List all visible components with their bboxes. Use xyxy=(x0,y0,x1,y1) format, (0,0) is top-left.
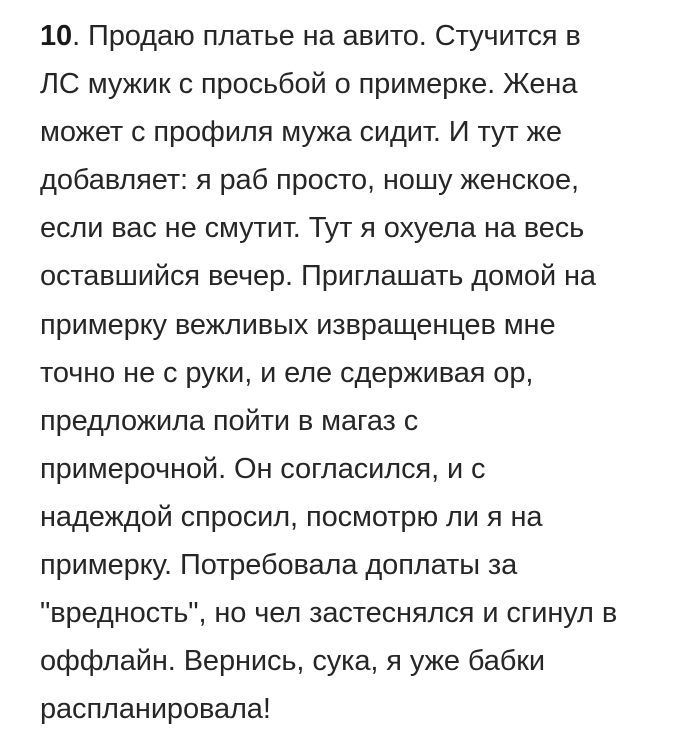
story-line: примерку. Потребовала доплаты за xyxy=(40,549,518,582)
story-line: оставшийся вечер. Приглашать домой на xyxy=(40,260,596,293)
story-line: распланировала! xyxy=(40,693,271,726)
story-line: примерочной. Он согласился, и с xyxy=(40,452,486,485)
story-line: "вредность", но чел застеснялся и сгинул в xyxy=(40,597,618,630)
story-line: оффлайн. Вернись, сука, я уже бабки xyxy=(40,645,545,678)
story-line: если вас не смутит. Тут я охуела на весь xyxy=(40,212,585,245)
story-line: предложила пойти в магаз с xyxy=(40,404,419,437)
story-line: может с профиля мужа сидит. И тут же xyxy=(40,116,562,149)
story-text xyxy=(40,12,680,733)
story-line-text: . Продаю платье на авито. Стучится в xyxy=(72,20,581,52)
story-line: добавляет: я раб просто, ношу женское, xyxy=(40,164,579,197)
story-line: ЛС мужик с просьбой о примерке. Жена xyxy=(40,68,578,101)
story-line: точно не с руки, и еле сдерживая ор, xyxy=(40,356,534,389)
story-number: 10 xyxy=(40,20,73,52)
story-line: надеждой спросил, посмотрю ли я на xyxy=(40,500,543,533)
story-line xyxy=(40,12,680,60)
story-line: примерку вежливых извращенцев мне xyxy=(40,308,556,341)
